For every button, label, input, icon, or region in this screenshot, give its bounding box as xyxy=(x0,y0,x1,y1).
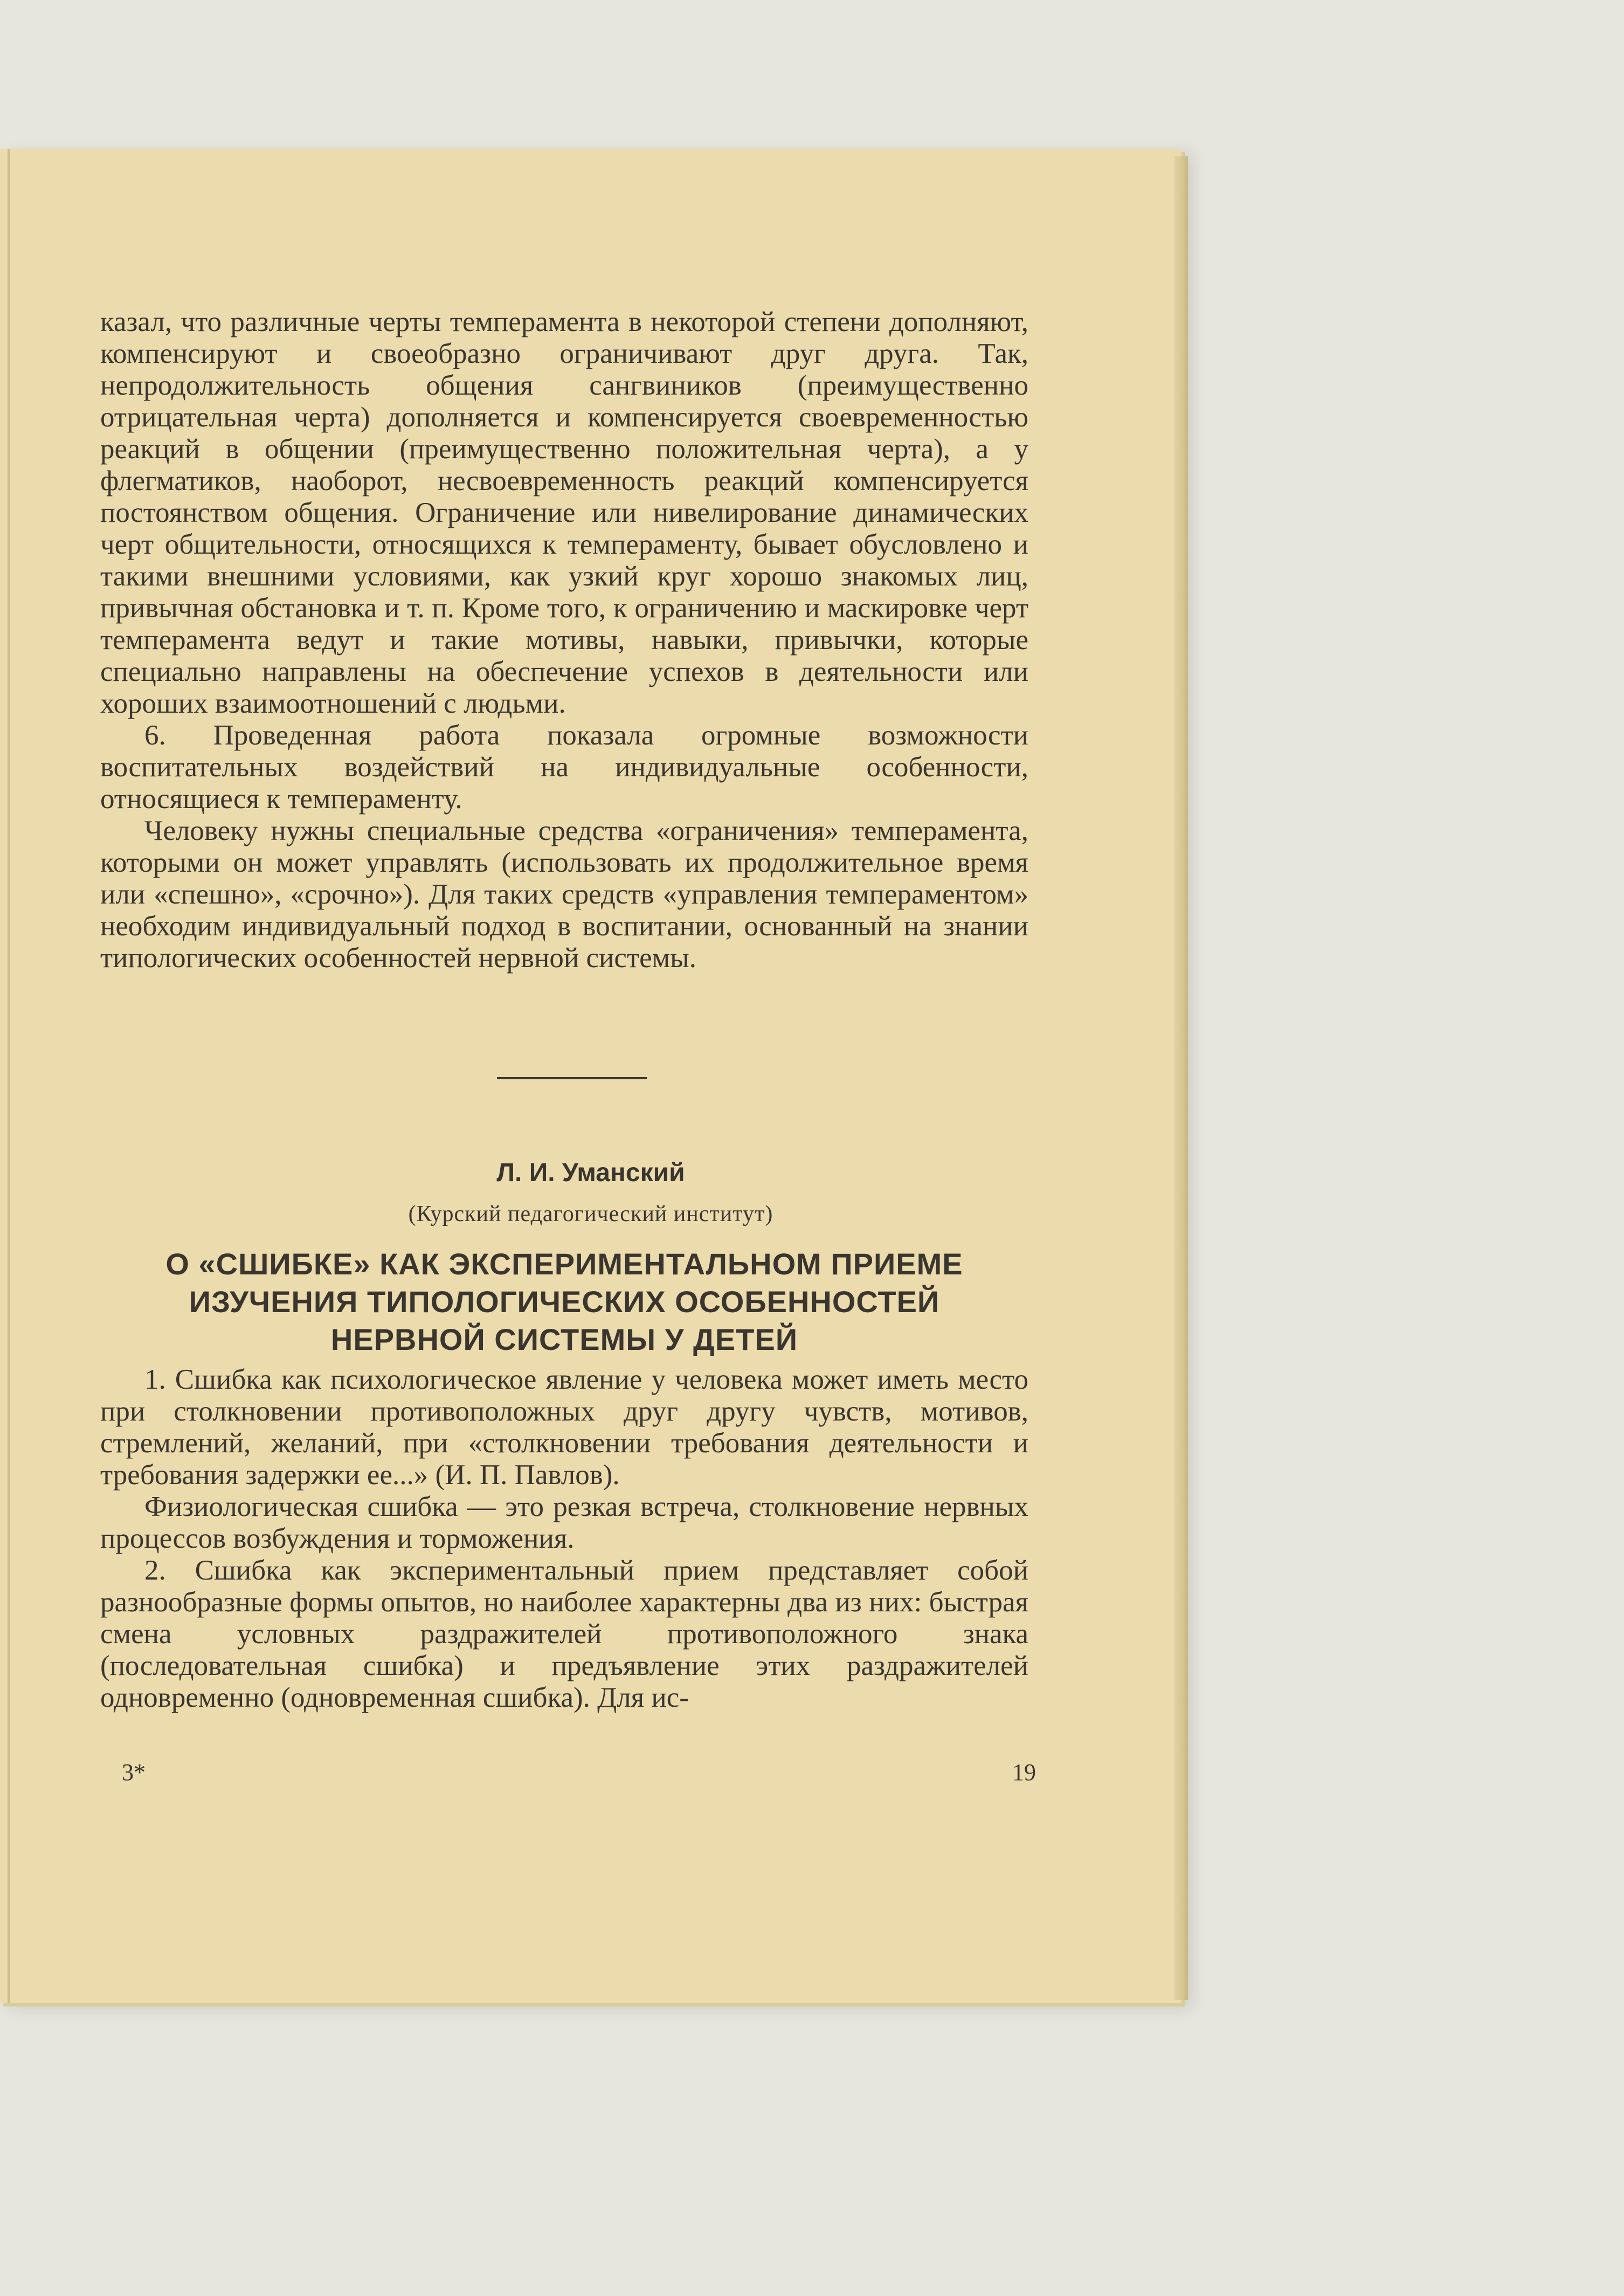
article-body xyxy=(100,1364,1028,1714)
article-author: Л. И. Уманский xyxy=(496,1159,685,1187)
paragraph-point-2: 2. Сшибка как экспериментальный прием представляет собой разнообразные формы опытов, но наиболее характерны два из них: быстрая смена условных раздражителей противоположного знака (последовательная сшибка) и предъявление этих раздражителей одновременно (одновременная сшибка). Для ис- xyxy=(100,1555,1028,1713)
article-title-line: НЕРВНОЙ СИСТЕМЫ У ДЕТЕЙ xyxy=(330,1322,798,1356)
article-title-line: ИЗУЧЕНИЯ ТИПОЛОГИЧЕСКИХ ОСОБЕННОСТЕЙ xyxy=(189,1285,940,1319)
page-edge xyxy=(1174,156,1188,2000)
continued-text-block xyxy=(100,306,1028,974)
paragraph-point-6: 6. Проведенная работа показала огромные возможности воспитательных воздействий на индивидуальные особенности, относящиеся к темпераменту. xyxy=(100,720,1028,815)
article-title xyxy=(100,1245,1028,1359)
article-affiliation: (Курский педагогический институт) xyxy=(408,1202,773,1226)
signature-mark: 3* xyxy=(122,1759,146,1785)
paragraph-point-1: 1. Сшибка как психологическое явление у человека может иметь место при столкновении противоположных друг другу чувств, мотивов, стремлений, желаний, при «столкновении требования деятельности и требования задержки ее...» (И. П. Павлов). xyxy=(100,1364,1028,1491)
page-number: 19 xyxy=(1012,1759,1036,1785)
paragraph-physiological: Физиологическая сшибка — это резкая встреча, столкновение нервных процессов возбуждения и торможения. xyxy=(100,1491,1028,1554)
article-title-line: О «СШИБКЕ» КАК ЭКСПЕРИМЕНТАЛЬНОМ ПРИЕМЕ xyxy=(165,1247,963,1281)
paragraph-continuation: казал, что различные черты темперамента в некоторой степени дополняют, компенсируют и своеобразно ограничивают друг друга. Так, непродолжительность общения сангвиников (преимущественно отрицательная черта) дополняется и компенсируется своевременностью реакций в общении (преимущественно положительная черта), а у флегматиков, наоборот, несвоевременность реакций компенсируется постоянством общения. Ограничение или нивелирование динамических черт общительности, относящихся к темпераменту, бывает обусловлено и такими внешними условиями, как узкий круг хорошо знакомых лиц, привычная обстановка и т. п. Кроме того, к ограничению и маскировке черт темперамента ведут и такие мотивы, навыки, привычки, которые специально направлены на обеспечение успехов в деятельности или хороших взаимоотношений с людьми. xyxy=(100,306,1028,719)
binding-fold xyxy=(8,149,10,2003)
paragraph-temperament-control: Человеку нужны специальные средства «ограничения» темперамента, которыми он может управлять (использовать их продолжительное время или «спешно», «срочно»). Для таких средств «управления темпераментом» необходим индивидуальный подход в воспитании, основанный на знании типологических особенностей нервной системы. xyxy=(100,815,1028,974)
section-divider xyxy=(497,1077,647,1079)
